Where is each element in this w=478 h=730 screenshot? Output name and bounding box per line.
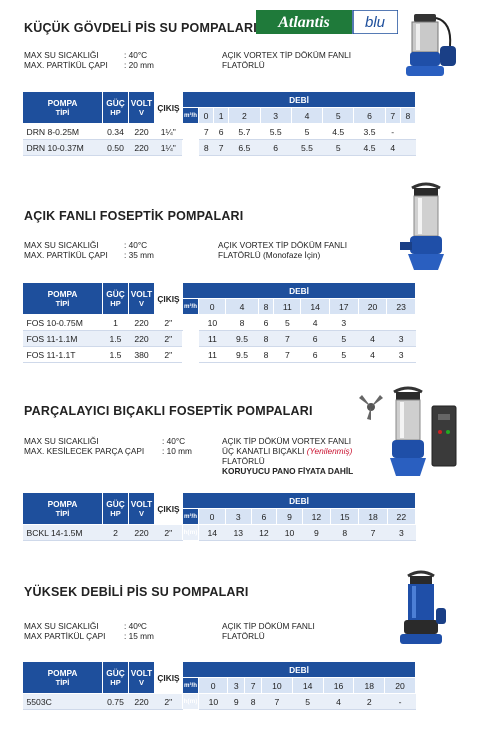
table-cell: 380 xyxy=(129,347,155,363)
table-cell: FOS 10-0.75M xyxy=(23,315,103,331)
table-cell: 4 xyxy=(385,140,400,156)
spec-key: MAX SU SICAKLIĞI xyxy=(24,436,99,446)
table-row xyxy=(23,694,416,710)
table-cell: 7 xyxy=(214,140,229,156)
table-cell: 220 xyxy=(129,331,155,347)
table-cell xyxy=(387,315,416,331)
table-row xyxy=(23,315,416,331)
table-cell: 8 xyxy=(226,315,258,331)
table-cell: 12 xyxy=(251,525,277,541)
col-header-volt: VOLT V xyxy=(129,283,155,315)
table-header-cell: 5 xyxy=(323,108,354,124)
cutter-blade-image xyxy=(356,392,386,427)
table-cell: 6 xyxy=(301,347,330,363)
note-line: AÇIK VORTEX TİP DÖKÜM FANLI xyxy=(222,50,352,60)
table-cell: 10 xyxy=(199,694,228,710)
table-cell: 11 xyxy=(199,347,226,363)
table-cell: 0.34 xyxy=(103,124,129,140)
table-header-cell: 22 xyxy=(387,509,415,525)
table-cell: 6 xyxy=(301,331,330,347)
table-header-cell: 3 xyxy=(225,509,251,525)
col-header-debi: DEBİ xyxy=(183,283,416,299)
spec-value: : 10 mm xyxy=(162,446,192,456)
col-header-volt: VOLT V xyxy=(129,92,155,124)
unit-m3h: m³/h xyxy=(183,299,199,315)
table-cell: 3 xyxy=(387,331,416,347)
section-4-note xyxy=(222,621,315,641)
section-3-note xyxy=(222,436,353,476)
table-header-cell: 4 xyxy=(291,108,322,124)
table-header-cell: 10 xyxy=(262,678,293,694)
table-header-cell: 2 xyxy=(229,108,260,124)
table-header-cell: 11 xyxy=(274,299,301,315)
table-cell: 2" xyxy=(155,315,183,331)
section-1-title: KÜÇÜK GÖVDELİ PİS SU POMPALARI xyxy=(24,21,257,35)
table-header-cell: 12 xyxy=(302,509,330,525)
table-cell: 1¼" xyxy=(155,140,183,156)
col-header-guc: GÜÇ HP xyxy=(103,493,129,525)
col-header-cikis: ÇIKIŞ xyxy=(155,283,183,315)
table-cell: 5 xyxy=(323,140,354,156)
table-cell: DRN 8-0.25M xyxy=(23,124,103,140)
table-header-cell: 7 xyxy=(245,678,262,694)
table-header-cell: 3 xyxy=(260,108,291,124)
table-header-cell: 16 xyxy=(323,678,354,694)
table-cell: 5 xyxy=(274,315,301,331)
col-header-cikis: ÇIKIŞ xyxy=(155,662,183,694)
note-line: AÇIK TİP DÖKÜM FANLI xyxy=(222,621,315,631)
table-cell: 220 xyxy=(129,140,155,156)
table-cell: 6 xyxy=(258,315,274,331)
control-panel-image xyxy=(430,404,458,475)
table-header-cell: 23 xyxy=(387,299,416,315)
table-cell: 5 xyxy=(292,694,323,710)
fos-pump-image xyxy=(398,180,454,281)
table-cell xyxy=(400,140,415,156)
table-cell: 3 xyxy=(329,315,358,331)
table-cell: 10 xyxy=(199,315,226,331)
table-cell: 5 xyxy=(291,124,322,140)
table-header-cell: 8 xyxy=(258,299,274,315)
table-cell: 5 xyxy=(329,331,358,347)
table-cell: 4 xyxy=(301,315,330,331)
section-1-specs xyxy=(24,50,154,70)
section-3-title: PARÇALAYICI BIÇAKLI FOSEPTİK POMPALARI xyxy=(24,404,313,418)
table-cell: 8 xyxy=(258,347,274,363)
high-flow-pump-image xyxy=(396,568,446,655)
table-cell: 1 xyxy=(103,315,129,331)
spec-key: MAX SU SICAKLIĞI xyxy=(24,240,99,250)
table-header-cell: 0 xyxy=(199,678,228,694)
section-2-table xyxy=(22,282,416,363)
note-line: FLATÖRLÜ (Monofaze İçin) xyxy=(218,250,321,260)
table-cell: 2" xyxy=(155,347,183,363)
drn-pump-image xyxy=(400,12,458,89)
unit-m3h: m³/h xyxy=(183,108,199,124)
table-cell: 8 xyxy=(245,694,262,710)
note-line: ÜÇ KANATLI BIÇAKLI (Yenilenmiş) xyxy=(222,446,353,456)
spec-value: : 40°C xyxy=(124,50,148,60)
logo-brand-text: Atlantis xyxy=(278,14,330,31)
table-cell: 3 xyxy=(387,347,416,363)
atlantis-blu-logo xyxy=(256,10,398,34)
table-cell: 9.5 xyxy=(226,347,258,363)
table-header-cell: 14 xyxy=(292,678,323,694)
table-cell: 4 xyxy=(358,331,387,347)
spec-value: : 40°C xyxy=(124,240,148,250)
table-cell: 6.5 xyxy=(229,140,260,156)
table-cell: 4 xyxy=(323,694,354,710)
table-cell xyxy=(358,315,387,331)
table-cell: 220 xyxy=(129,315,155,331)
table-cell: 11 xyxy=(199,331,226,347)
table-cell: 2" xyxy=(155,694,183,710)
table-row xyxy=(23,331,416,347)
table-cell: 6 xyxy=(260,140,291,156)
table-cell: 3.5 xyxy=(354,124,385,140)
table-header-cell: 18 xyxy=(354,678,385,694)
table-cell: 5.5 xyxy=(260,124,291,140)
table-cell: - xyxy=(385,124,400,140)
table-cell: 14 xyxy=(199,525,226,541)
table-cell: 5.7 xyxy=(229,124,260,140)
table-cell: 220 xyxy=(129,694,155,710)
logo-sub-text: blu xyxy=(364,14,386,31)
table-header-cell: 4 xyxy=(226,299,258,315)
table-header-cell: 1 xyxy=(214,108,229,124)
spec-key: MAX SU SICAKLIĞI xyxy=(24,621,99,631)
col-header-debi: DEBİ xyxy=(183,662,416,678)
table-cell: 0.75 xyxy=(103,694,129,710)
spec-key: MAX. PARTİKÜL ÇAPI xyxy=(24,60,108,70)
spec-value: : 35 mm xyxy=(124,250,154,260)
table-row xyxy=(23,525,416,541)
unit-hm: h(m) xyxy=(183,124,199,156)
col-header-pompa: POMPA TİPİ xyxy=(23,493,103,525)
spec-value: : 15 mm xyxy=(124,631,154,641)
table-cell: 2 xyxy=(103,525,129,541)
col-header-guc: GÜÇ HP xyxy=(103,283,129,315)
note-line: AÇIK VORTEX TİP DÖKÜM FANLI xyxy=(218,240,348,250)
table-cell: 8 xyxy=(331,525,359,541)
renewed-label: (Yenilenmiş) xyxy=(306,446,353,456)
spec-value: : 20 mm xyxy=(124,60,154,70)
note-line: FLATÖRLÜ xyxy=(222,456,265,466)
section-2-title: AÇIK FANLI FOSEPTİK POMPALARI xyxy=(24,209,244,223)
table-cell: 2 xyxy=(354,694,385,710)
note-line: AÇIK TİP DÖKÜM VORTEX FANLI xyxy=(222,436,352,446)
table-cell: 4 xyxy=(358,347,387,363)
col-header-guc: GÜÇ HP xyxy=(103,662,129,694)
note-line: KORUYUCU PANO FİYATA DAHİL xyxy=(222,466,354,476)
section-4-table xyxy=(22,661,416,710)
table-cell: 1¼" xyxy=(155,124,183,140)
table-header-cell: 18 xyxy=(359,509,387,525)
table-cell: FOS 11-1.1T xyxy=(23,347,103,363)
table-cell: 8 xyxy=(199,140,214,156)
table-header-cell: 15 xyxy=(331,509,359,525)
table-cell: 5 xyxy=(329,347,358,363)
table-row xyxy=(23,347,416,363)
table-header-cell: 20 xyxy=(385,678,416,694)
unit-hm: h(m) xyxy=(183,694,199,710)
table-cell: 7 xyxy=(199,124,214,140)
table-header-cell: 6 xyxy=(251,509,277,525)
table-header-cell: 0 xyxy=(199,299,226,315)
table-header-cell: 7 xyxy=(385,108,400,124)
table-header-cell: 20 xyxy=(358,299,387,315)
table-cell: 1.5 xyxy=(103,347,129,363)
table-cell: 2" xyxy=(155,331,183,347)
col-header-cikis: ÇIKIŞ xyxy=(155,493,183,525)
table-cell: 4.5 xyxy=(354,140,385,156)
table-cell: 0.50 xyxy=(103,140,129,156)
table-cell: 4.5 xyxy=(323,124,354,140)
section-3-specs xyxy=(24,436,192,456)
table-header-cell: 0 xyxy=(199,108,214,124)
table-cell: 9 xyxy=(302,525,330,541)
col-header-debi: DEBİ xyxy=(183,92,416,108)
col-header-pompa: POMPA TİPİ xyxy=(23,92,103,124)
table-cell: 5.5 xyxy=(291,140,322,156)
table-header-cell: 14 xyxy=(301,299,330,315)
table-cell: FOS 11-1.1M xyxy=(23,331,103,347)
table-cell: 2" xyxy=(155,525,183,541)
spec-key: MAX. KESİLECEK PARÇA ÇAPI xyxy=(24,446,145,456)
table-cell: 1.5 xyxy=(103,331,129,347)
section-4-specs xyxy=(24,621,154,641)
table-cell xyxy=(400,124,415,140)
table-cell: 220 xyxy=(129,525,155,541)
table-cell: - xyxy=(385,694,416,710)
col-header-pompa: POMPA TİPİ xyxy=(23,283,103,315)
table-header-cell: 17 xyxy=(329,299,358,315)
table-cell: 7 xyxy=(274,347,301,363)
spec-key: MAX. PARTİKÜL ÇAPI xyxy=(24,250,108,260)
table-cell: 9 xyxy=(228,694,245,710)
unit-hm: h(m) xyxy=(183,315,199,363)
spec-value: : 40ºC xyxy=(124,621,147,631)
col-header-pompa: POMPA TİPİ xyxy=(23,662,103,694)
section-4-title: YÜKSEK DEBİLİ PİS SU POMPALARI xyxy=(24,585,249,599)
col-header-guc: GÜÇ HP xyxy=(103,92,129,124)
table-cell: 7 xyxy=(262,694,293,710)
section-2-specs xyxy=(24,240,154,260)
section-2-note xyxy=(218,240,347,260)
table-header-cell: 8 xyxy=(400,108,415,124)
table-cell: 220 xyxy=(129,124,155,140)
table-header-cell: 0 xyxy=(199,509,226,525)
table-cell: 9.5 xyxy=(226,331,258,347)
table-cell: 7 xyxy=(274,331,301,347)
col-header-debi: DEBİ xyxy=(183,493,416,509)
unit-m3h: m³/h xyxy=(183,509,199,525)
col-header-volt: VOLT V xyxy=(129,662,155,694)
table-cell: 6 xyxy=(214,124,229,140)
section-1-note xyxy=(222,50,351,70)
unit-hm: h(m) xyxy=(183,525,199,541)
table-header-cell: 9 xyxy=(277,509,303,525)
table-header-cell: 3 xyxy=(228,678,245,694)
table-cell: BCKL 14-1.5M xyxy=(23,525,103,541)
col-header-volt: VOLT V xyxy=(129,493,155,525)
spec-key: MAX PARTİKÜL ÇAPI xyxy=(24,631,106,641)
note-line: FLATÖRLÜ xyxy=(222,631,265,641)
note-line: FLATÖRLÜ xyxy=(222,60,265,70)
table-cell: 13 xyxy=(225,525,251,541)
spec-value: : 40°C xyxy=(162,436,186,446)
table-cell: 5503C xyxy=(23,694,103,710)
unit-m3h: m³/h xyxy=(183,678,199,694)
section-1-table xyxy=(22,91,416,156)
table-cell: 10 xyxy=(277,525,303,541)
table-cell: 7 xyxy=(359,525,387,541)
section-3-table xyxy=(22,492,416,541)
table-cell: 8 xyxy=(258,331,274,347)
table-row xyxy=(23,140,416,156)
table-row xyxy=(23,124,416,140)
table-header-cell: 6 xyxy=(354,108,385,124)
table-cell: DRN 10-0.37M xyxy=(23,140,103,156)
col-header-cikis: ÇIKIŞ xyxy=(155,92,183,124)
spec-key: MAX SU SICAKLIĞI xyxy=(24,50,99,60)
bckl-pump-image xyxy=(386,384,430,489)
table-cell: 3 xyxy=(387,525,415,541)
